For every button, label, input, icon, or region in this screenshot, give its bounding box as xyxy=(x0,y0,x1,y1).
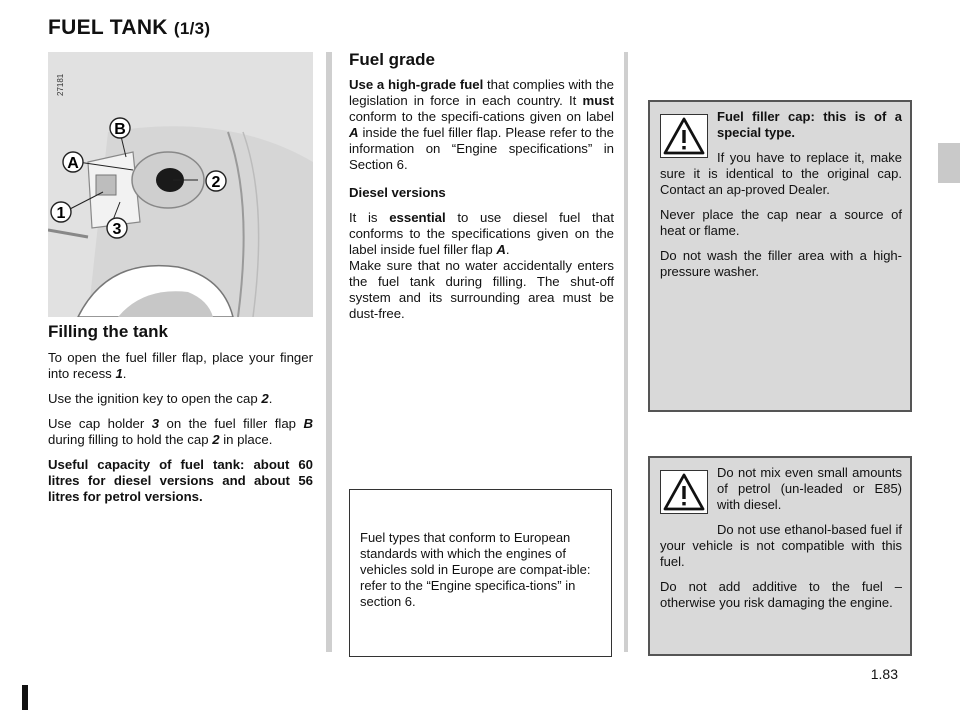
callout-3 xyxy=(107,218,127,238)
fuel-grade-section xyxy=(349,50,614,331)
callout-2 xyxy=(206,171,226,191)
svg-text:A: A xyxy=(67,155,79,172)
svg-text:1: 1 xyxy=(56,205,66,222)
fuel-grade-intro: Use a high-grade fuel that complies with the legislation in force in each country. It must conform to the specifi-cations given on label A inside the fuel filler flap. Please refer to the information on “Engine specifications” in Section 6. xyxy=(349,77,614,172)
filling-step-2: Use the ignition key to open the cap 2. xyxy=(48,391,273,406)
diesel-heading: Diesel versions xyxy=(349,185,446,200)
corner-mark xyxy=(22,685,28,710)
page-number: 1.83 xyxy=(870,666,898,682)
section-tab xyxy=(938,143,960,183)
diesel-essential: It is essential to use diesel fuel that conforms to the specifications given on the label inside fuel filler flap A. xyxy=(349,210,614,257)
filler-cap-warning-title: Fuel filler cap: this is of a special type. xyxy=(717,109,902,140)
tank-capacity: Useful capacity of fuel tank: about 60 litres for diesel versions and about 56 litres for petrol versions. xyxy=(48,457,313,504)
filler-cap-warning xyxy=(648,100,912,412)
callout-B xyxy=(110,118,130,138)
filling-step-3: Use cap holder 3 on the fuel filler flap B during filling to hold the cap 2 in place. xyxy=(48,416,313,447)
filling-section xyxy=(48,322,313,505)
callout-A xyxy=(63,152,83,172)
fuel-standards-text: Fuel types that conform to European standards with which the engines of vehicles sold in Europe are compat-ible: refer to the “Engine specifica-tions” in section 6. xyxy=(360,530,591,609)
page-title xyxy=(48,16,210,40)
fuel-filler-illustration xyxy=(48,52,313,317)
svg-text:3: 3 xyxy=(112,221,122,238)
diesel-no-additive: Do not add additive to the fuel – otherwise you risk damaging the engine. xyxy=(660,579,902,610)
diesel-water-note: Make sure that no water accidentally enters the fuel tank during filling. The shut-off system and its surrounding area must be dust-free. xyxy=(349,258,614,321)
diesel-no-ethanol: Do not use ethanol-based fuel if your vehicle is not compatible with this fuel. xyxy=(660,522,902,569)
fuel-grade-heading: Fuel grade xyxy=(349,50,435,69)
diesel-no-petrol: Do not mix even small amounts of petrol (un-leaded or E85) with diesel. xyxy=(717,465,902,512)
column-divider-right xyxy=(624,52,628,652)
fuel-standards-info-box xyxy=(349,489,612,657)
callout-1 xyxy=(51,202,71,222)
page-title-text: FUEL TANK xyxy=(48,16,168,39)
filling-step-1: To open the fuel filler flap, place your finger into recess 1. xyxy=(48,350,313,381)
filler-cap-wash: Do not wash the filler area with a high-pressure washer. xyxy=(660,248,902,279)
page-part: (1/3) xyxy=(173,19,211,38)
filling-heading: Filling the tank xyxy=(48,322,168,341)
diesel-mixing-warning xyxy=(648,456,912,656)
illustration-ref-code: 27181 xyxy=(56,73,65,96)
svg-text:B: B xyxy=(114,121,126,138)
filler-cap-heat: Never place the cap near a source of heat or flame. xyxy=(660,207,902,238)
svg-text:2: 2 xyxy=(211,174,221,191)
filler-cap-replace: If you have to replace it, make sure it is identical to the original cap. Contact an ap-proved Dealer. xyxy=(660,150,902,197)
column-divider-left xyxy=(326,52,332,652)
